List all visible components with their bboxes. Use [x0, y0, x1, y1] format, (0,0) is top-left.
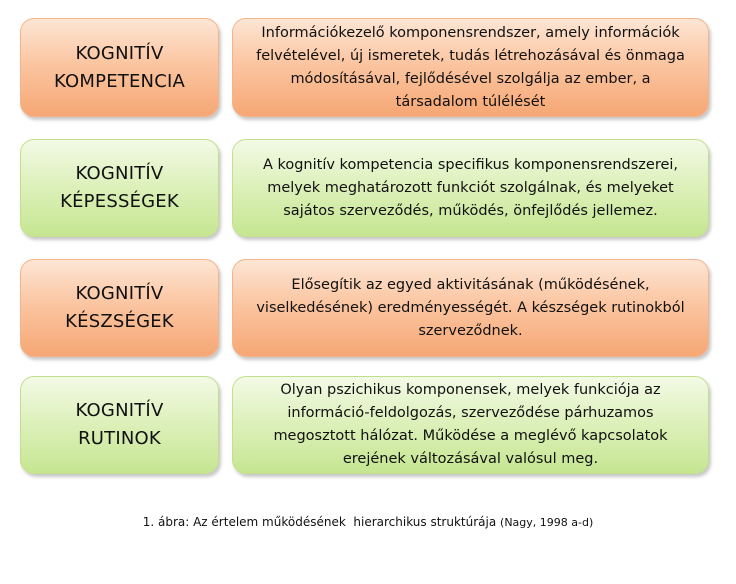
desc-line: A kognitív kompetencia specifikus komponensrendszerei, [262, 156, 679, 173]
desc-line: Elősegítik az egyed aktivitásának (működésének, [291, 276, 650, 293]
desc-text [246, 274, 694, 343]
title-text [65, 280, 174, 336]
title-line: RUTINOK [78, 428, 161, 449]
desc-text [253, 154, 688, 223]
desc-line: erejének változásával valósul meg. [342, 451, 599, 467]
desc-line: viselkedésének) eredményességét. A készségek rutinokból [256, 299, 685, 316]
desc-line: megosztott hálózat. Működése a meglévő kapcsolatok [273, 428, 668, 444]
caption-main: 1. ábra: Az értelem működésének hierarchikus struktúrája [142, 515, 497, 529]
title-text [76, 397, 164, 453]
desc-line: Olyan pszichikus komponensek, melyek funkciója az [280, 382, 661, 398]
title-line: KÉSZSÉGEK [65, 311, 174, 332]
desc-text [246, 22, 695, 114]
title-line: KÉPESSÉGEK [60, 191, 179, 212]
title-box-rutinok [20, 376, 219, 474]
desc-box-kepessegek [232, 139, 709, 237]
desc-line: sajátos szerveződés, működés, önfejlődés jellemez. [283, 202, 658, 219]
title-line: KOMPETENCIA [54, 70, 185, 92]
desc-box-kompetencia [232, 18, 709, 117]
desc-line: melyek meghatározott funkciót szolgálnak, és melyeket [267, 179, 674, 196]
title-line: KOGNITÍV [75, 283, 164, 304]
title-text [54, 40, 185, 96]
title-box-kompetencia [20, 18, 219, 117]
title-line: KOGNITÍV [75, 42, 164, 64]
title-text [60, 160, 179, 216]
desc-line: módosításával, fejlődésével szolgálja az ember, a [290, 70, 651, 87]
desc-line: információ-feldolgozás, szerveződése párhuzamos [287, 405, 654, 421]
caption-source: (Nagy, 1998 a-d) [500, 516, 594, 529]
title-box-kepessegek [20, 139, 219, 237]
title-box-keszsegek [20, 259, 219, 357]
desc-line: felvételével, új ismeretek, tudás létrehozásával és önmaga [256, 47, 685, 64]
title-line: KOGNITÍV [75, 400, 164, 421]
figure-caption [0, 515, 736, 529]
desc-line: Információkezelő komponensrendszer, amely információk [261, 24, 680, 41]
desc-line: társadalom túlélését [395, 93, 546, 110]
desc-text [263, 379, 677, 471]
desc-line: szerveződnek. [418, 322, 523, 339]
desc-box-rutinok [232, 376, 709, 474]
desc-box-keszsegek [232, 259, 709, 357]
title-line: KOGNITÍV [75, 163, 164, 184]
